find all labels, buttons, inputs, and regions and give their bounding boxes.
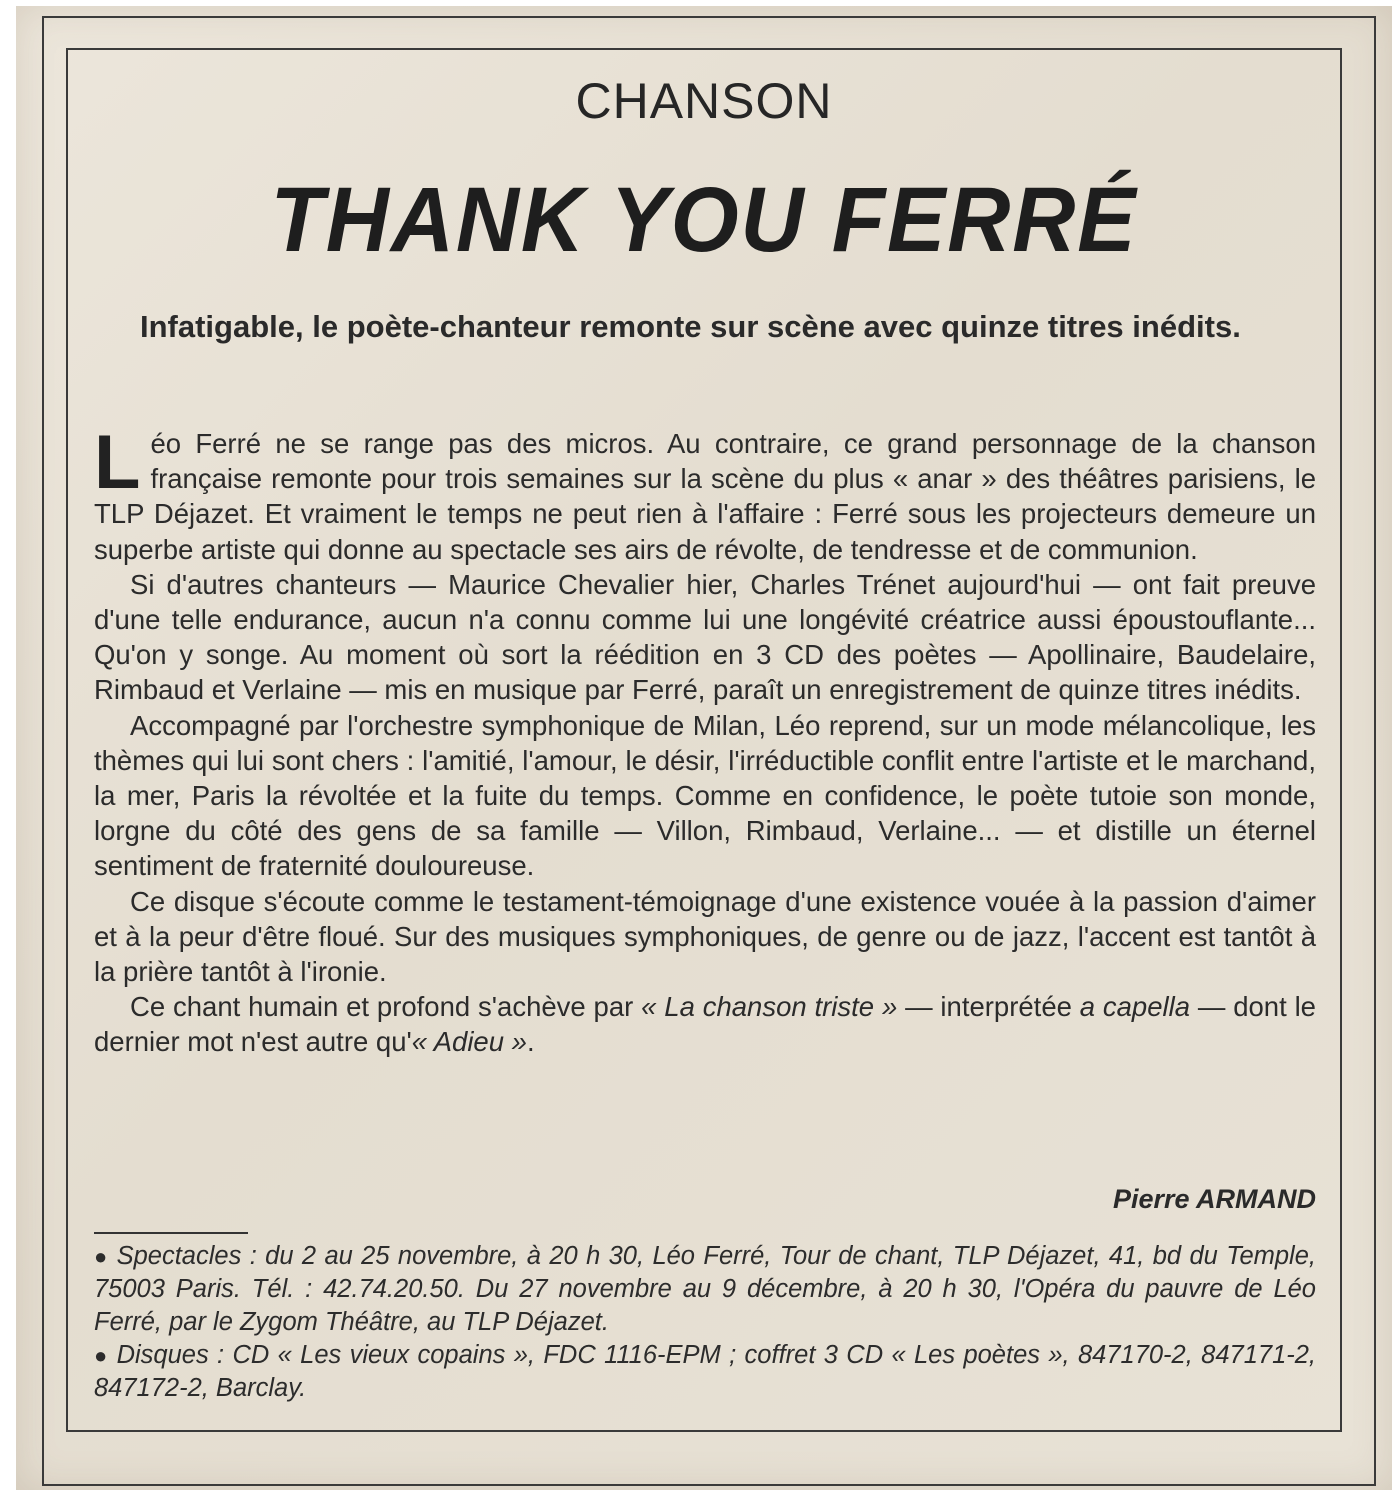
divider — [94, 1232, 248, 1234]
paragraph-text: — dont le dernier mot n'est autre qu' — [94, 991, 1316, 1058]
song-title: « La chanson triste » — [641, 991, 898, 1023]
headline: THANK YOU FERRÉ — [270, 169, 1138, 271]
article-paragraph: Si d'autres chanteurs — Maurice Chevalier hier, Charles Trénet aujourd'hui — ont fait preuve d'une telle endurance, aucun n'a connu comme lui une longévité créatrice aussi époustouflante... Qu'on y songe. Au moment où sort la réédition en 3 CD des poètes — Apollinaire, Baudelaire, Rimbaud et Verlaine — mis en musique par Ferré, paraît un enregistrement de quinze titres inédits. — [94, 568, 1316, 706]
paragraph-text: Ce chant humain et profond s'achève par — [130, 991, 642, 1023]
article-paragraph: Ce disque s'écoute comme le testament-témoignage d'une existence vouée à la passion d'aimer et à la peur d'être floué. Sur des musiques symphoniques, de genre ou de jazz, l'accent est tantôt à la prière tantôt à l'ironie. — [94, 885, 1316, 988]
bullet-icon: ● — [94, 1343, 109, 1368]
paragraph-text: — interprétée — [897, 991, 1080, 1023]
drop-cap: L — [94, 420, 141, 505]
article-paragraph — [94, 989, 1316, 1059]
section-label: CHANSON — [575, 73, 833, 129]
note-item — [94, 1240, 1316, 1339]
byline: Pierre ARMAND — [1112, 1184, 1316, 1214]
article-body — [94, 420, 1316, 1060]
info-notes — [94, 1240, 1316, 1405]
bullet-icon: ● — [94, 1244, 109, 1269]
paragraph-text: . — [526, 1026, 535, 1058]
article-paragraph — [94, 420, 1316, 567]
note-disques: Disques : CD « Les vieux copains », FDC 1116-EPM ; coffret 3 CD « Les poètes », 847170-2, 847171-2, 847172-2, Barclay. — [94, 1341, 1317, 1402]
paragraph-text: éo Ferré ne se range pas des micros. Au contraire, ce grand personnage de la chanson française remonte pour trois semaines sur la scène du plus « anar » des théâtres parisiens, le TLP Déjazet. Et vraiment le temps ne peut rien à l'affaire : Ferré sous les projecteurs demeure un superbe artiste qui donne au spectacle ses airs de révolte, de tendresse et de communion. — [94, 428, 1316, 565]
standfirst: Infatigable, le poète-chanteur remonte sur scène avec quinze titres inédits. — [140, 309, 1241, 344]
article-paragraph: Accompagné par l'orchestre symphonique de Milan, Léo reprend, sur un mode mélancolique, les thèmes qui lui sont chers : l'amitié, l'amour, le désir, l'irréductible conflit entre l'artiste et le marchand, la mer, Paris la révoltée et la fuite du temps. Comme en confidence, le poète tutoie son monde, lorgne du côté des gens de sa famille — Villon, Rimbaud, Verlaine... — et distille un éternel sentiment de fraternité douloureuse. — [94, 709, 1316, 882]
last-word: « Adieu » — [411, 1026, 527, 1058]
note-item — [94, 1339, 1316, 1405]
note-spectacles: Spectacles : du 2 au 25 novembre, à 20 h 30, Léo Ferré, Tour de chant, TLP Déjazet, 41, bd du Temple, 75003 Paris. Tél. : 42.74.20.50. Du 27 novembre au 9 décembre, à 20 h 30, l'Opéra du pauvre de Léo Ferré, par le Zygom Théâtre, au TLP Déjazet. — [94, 1242, 1316, 1336]
italic-term: a capella — [1079, 991, 1191, 1023]
